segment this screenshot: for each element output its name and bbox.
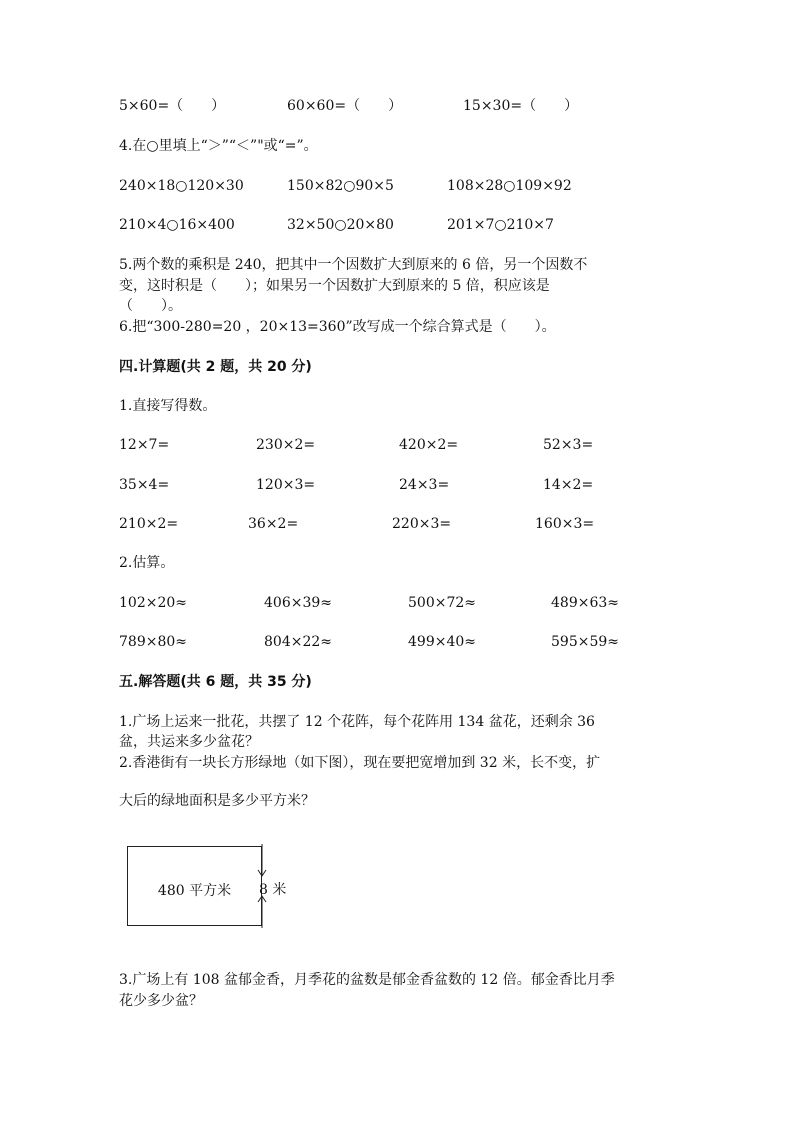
calc-r2-c4: 14×2= — [543, 477, 594, 493]
q6-text: 6.把“300-280=20 ，20×13=360”改写成一个综合算式是（ ）。 — [119, 319, 556, 335]
calc-r3-c2: 36×2= — [248, 516, 299, 532]
est-r1-c4: 489×63≈ — [551, 595, 619, 611]
calc-r1-c1: 12×7= — [119, 437, 170, 453]
est-r2-c1: 789×80≈ — [119, 634, 187, 650]
est-r1-c2: 406×39≈ — [264, 595, 332, 611]
q4-row1-c: 108×28○109×92 — [447, 178, 572, 194]
q5-line2: 变，这时积是（ ）；如果另一个因数扩大到原来的 5 倍，积应该是 — [119, 278, 550, 294]
top-expr-3: 15×30=（ ） — [463, 98, 579, 114]
calc-r2-c2: 120×3= — [256, 477, 316, 493]
top-expr-1: 5×60=（ ） — [119, 98, 226, 114]
q4-row2-a: 210×4○16×400 — [119, 217, 235, 233]
calc-r2-c1: 35×4= — [119, 477, 170, 493]
s5-q3-line2: 花少多少盆？ — [119, 993, 203, 1009]
section4-q2-title: 2.估算。 — [119, 555, 175, 571]
est-r2-c3: 499×40≈ — [408, 634, 476, 650]
section4-q1-title: 1.直接写得数。 — [119, 398, 217, 414]
calc-r3-c4: 160×3= — [535, 516, 595, 532]
calc-r3-c1: 210×2= — [119, 516, 179, 532]
top-expr-2: 60×60=（ ） — [287, 98, 403, 114]
q4-row1-b: 150×82○90×5 — [287, 178, 394, 194]
q5-line1: 5.两个数的乘积是 240，把其中一个因数扩大到原来的 6 倍，另一个因数不 — [119, 257, 588, 273]
q4-row1-a: 240×18○120×30 — [119, 178, 244, 194]
s5-q1-line1: 1.广场上运来一批花，共摆了 12 个花阵，每个花阵用 134 盆花，还剩余 36 — [119, 714, 595, 730]
q4-title: 4.在○里填上“＞”“＜”"或“=”。 — [119, 138, 318, 154]
calc-r2-c3: 24×3= — [399, 477, 450, 493]
section4-title: 四.计算题(共 2 题，共 20 分) — [119, 359, 312, 375]
calc-r1-c4: 52×3= — [543, 437, 594, 453]
rectangle-figure — [127, 846, 262, 926]
calc-r3-c3: 220×3= — [392, 516, 452, 532]
s5-q2-line2: 大后的绿地面积是多少平方米？ — [119, 793, 315, 809]
q4-row2-b: 32×50○20×80 — [287, 217, 394, 233]
est-r2-c2: 804×22≈ — [264, 634, 332, 650]
figure-area-label: 480 平方米 — [157, 883, 232, 899]
est-r2-c4: 595×59≈ — [551, 634, 619, 650]
s5-q1-line2: 盆，共运来多少盆花？ — [119, 734, 259, 750]
est-r1-c3: 500×72≈ — [408, 595, 476, 611]
q5-line3: （ ）。 — [119, 298, 182, 314]
section5-title: 五.解答题(共 6 题，共 35 分) — [119, 674, 312, 690]
s5-q3-line1: 3.广场上有 108 盆郁金香，月季花的盆数是郁金香盆数的 12 倍。郁金香比月季 — [119, 972, 615, 988]
calc-r1-c3: 420×2= — [399, 437, 459, 453]
s5-q2-line1: 2.香港街有一块长方形绿地（如下图），现在要把宽增加到 32 米，长不变，扩 — [119, 755, 601, 771]
q4-row2-c: 201×7○210×7 — [447, 217, 554, 233]
est-r1-c1: 102×20≈ — [119, 595, 187, 611]
figure-width-label: 8 米 — [259, 882, 287, 898]
calc-r1-c2: 230×2= — [256, 437, 316, 453]
